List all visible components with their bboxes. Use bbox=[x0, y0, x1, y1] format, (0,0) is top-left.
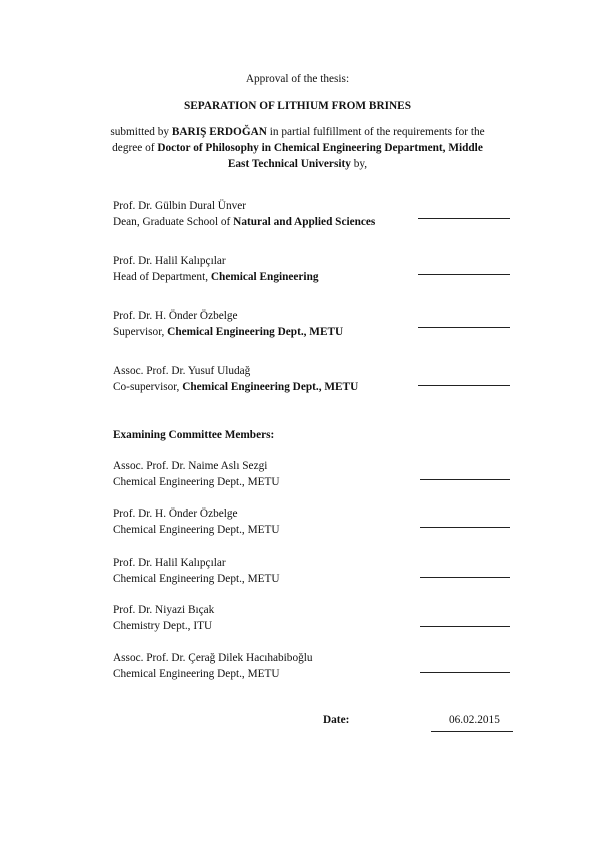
member-name: Prof. Dr. Niyazi Bıçak bbox=[113, 604, 215, 616]
committee-member bbox=[113, 602, 413, 634]
approver-role: Supervisor, Chemical Engineering Dept., METU bbox=[113, 326, 344, 338]
approver-supervisor bbox=[113, 308, 413, 340]
approver-head bbox=[113, 253, 413, 285]
signature-line-member-4 bbox=[420, 626, 510, 627]
approver-dean bbox=[113, 198, 413, 230]
signature-line-member-2 bbox=[420, 527, 510, 528]
member-affiliation: Chemical Engineering Dept., METU bbox=[113, 668, 280, 680]
submission-statement bbox=[0, 124, 595, 172]
signature-line-member-5 bbox=[420, 672, 510, 673]
member-name: Prof. Dr. Halil Kalıpçılar bbox=[113, 557, 226, 569]
signature-line-head bbox=[418, 274, 510, 275]
approval-heading: Approval of the thesis: bbox=[245, 73, 350, 85]
submission-line-3: East Technical University by, bbox=[227, 158, 368, 170]
committee-member bbox=[113, 555, 413, 587]
committee-heading: Examining Committee Members: bbox=[113, 429, 275, 441]
date-value: 06.02.2015 bbox=[449, 714, 500, 726]
university-name: East Technical University bbox=[227, 158, 351, 170]
submission-line-2: degree of Doctor of Philosophy in Chemical Engineering Department, Middle bbox=[112, 142, 483, 154]
degree-program: Doctor of Philosophy in Chemical Engineering Department, Middle bbox=[157, 142, 483, 154]
signature-line-member-1 bbox=[420, 479, 510, 480]
committee-member bbox=[113, 458, 413, 490]
date-underline bbox=[431, 731, 513, 732]
signature-line-member-3 bbox=[420, 577, 510, 578]
submission-line-1: submitted by BARIŞ ERDOĞAN in partial fulfillment of the requirements for the bbox=[110, 126, 485, 138]
member-affiliation: Chemistry Dept., ITU bbox=[113, 620, 213, 632]
committee-member bbox=[113, 650, 413, 682]
approver-name: Prof. Dr. H. Önder Özbelge bbox=[113, 310, 238, 322]
member-name: Prof. Dr. H. Önder Özbelge bbox=[113, 508, 238, 520]
approver-name: Prof. Dr. Halil Kalıpçılar bbox=[113, 255, 226, 267]
member-affiliation: Chemical Engineering Dept., METU bbox=[113, 476, 280, 488]
member-name: Assoc. Prof. Dr. Çerağ Dilek Hacıhabiboğlu bbox=[113, 652, 313, 664]
approver-role: Head of Department, Chemical Engineering bbox=[113, 271, 319, 283]
thesis-title: SEPARATION OF LITHIUM FROM BRINES bbox=[183, 100, 411, 112]
member-affiliation: Chemical Engineering Dept., METU bbox=[113, 524, 280, 536]
date-label: Date: bbox=[323, 714, 350, 726]
signature-line-co-supervisor bbox=[418, 385, 510, 386]
author-name: BARIŞ ERDOĞAN bbox=[171, 126, 267, 138]
signature-line-dean bbox=[418, 218, 510, 219]
signature-line-supervisor bbox=[418, 327, 510, 328]
member-name: Assoc. Prof. Dr. Naime Aslı Sezgi bbox=[113, 460, 268, 472]
approver-role: Dean, Graduate School of Natural and Applied Sciences bbox=[113, 216, 376, 228]
approver-role: Co-supervisor, Chemical Engineering Dept., METU bbox=[113, 381, 359, 393]
approver-co-supervisor bbox=[113, 363, 413, 395]
approver-name: Assoc. Prof. Dr. Yusuf Uludağ bbox=[113, 365, 251, 377]
committee-member bbox=[113, 506, 413, 538]
approver-name: Prof. Dr. Gülbin Dural Ünver bbox=[113, 200, 247, 212]
member-affiliation: Chemical Engineering Dept., METU bbox=[113, 573, 280, 585]
